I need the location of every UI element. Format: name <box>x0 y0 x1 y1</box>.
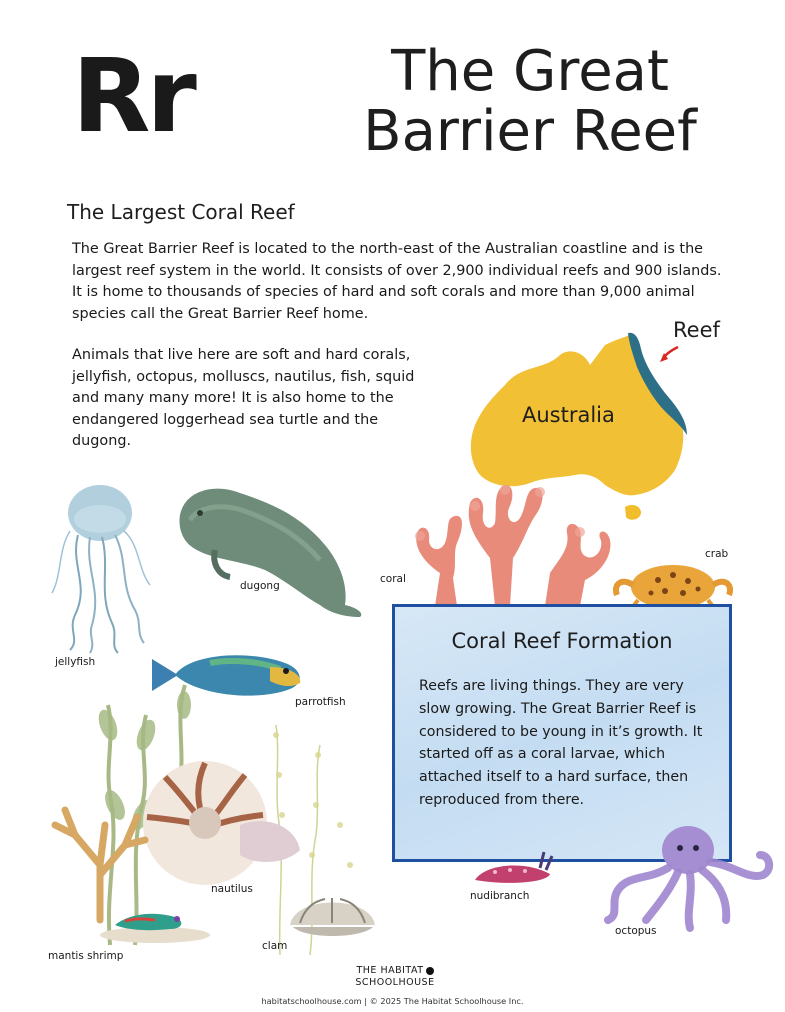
section-subtitle: The Largest Coral Reef <box>67 200 295 224</box>
jellyfish-label: jellyfish <box>55 656 96 668</box>
jellyfish-illustration <box>40 475 160 655</box>
octopus-illustration <box>598 820 778 932</box>
info-box-title: Coral Reef Formation <box>451 629 673 653</box>
info-box-text: Reefs are living things. They are very slow growing. The Great Barrier Reef is considered to be young in it’s growth. It started off as a coral larvae, which attached itself to a hard surface, then reproduced from there. <box>419 678 703 808</box>
brand-dot-icon <box>426 967 434 975</box>
australia-label: Australia <box>522 403 615 427</box>
octopus-label: octopus <box>615 925 657 937</box>
coral-illustration <box>395 478 615 606</box>
page-title <box>330 39 730 164</box>
nautilus-illustration <box>135 755 305 890</box>
coral-label: coral <box>380 573 406 585</box>
clam-label: clam <box>262 940 288 952</box>
alphabet-letter: Rr <box>72 37 193 156</box>
animals-paragraph: Animals that live here are soft and hard corals, jellyfish, octopus, molluscs, nautilus, fish, squid and many many more! It is also home to the endangered loggerhead sea turtle and the dugong. <box>72 347 415 449</box>
brand-logo <box>325 965 465 989</box>
footer-text: habitatschoolhouse.com | © 2025 The Habitat Schoolhouse Inc. <box>261 996 524 1006</box>
nudibranch-illustration <box>470 842 555 887</box>
dugong-illustration <box>170 475 370 620</box>
reef-label: Reef <box>673 318 720 342</box>
page-title-line1: The Great <box>391 39 669 104</box>
brand-line1: THE HABITAT <box>356 965 424 976</box>
parrotfish-label: parrotfish <box>295 696 346 708</box>
mantis-shrimp-label: mantis shrimp <box>48 950 124 962</box>
brand-line2: SCHOOLHOUSE <box>355 977 435 988</box>
intro-paragraph: The Great Barrier Reef is located to the north-east of the Australian coastline and is the largest reef system in the world. It consists of over 2,900 individual reefs and 900 islands. It is home to thousands of species of hard and soft corals and more than 9,000 animal species call the Great Barrier Reef home. <box>72 241 722 322</box>
tasmania-island <box>625 505 641 520</box>
clam-illustration <box>285 885 380 940</box>
crab-label: crab <box>705 548 729 560</box>
dugong-label: dugong <box>240 580 280 592</box>
page-title-line2: Barrier Reef <box>363 99 697 164</box>
nautilus-label: nautilus <box>211 883 253 895</box>
nudibranch-label: nudibranch <box>470 890 530 902</box>
mantis-shrimp-illustration <box>95 895 215 945</box>
